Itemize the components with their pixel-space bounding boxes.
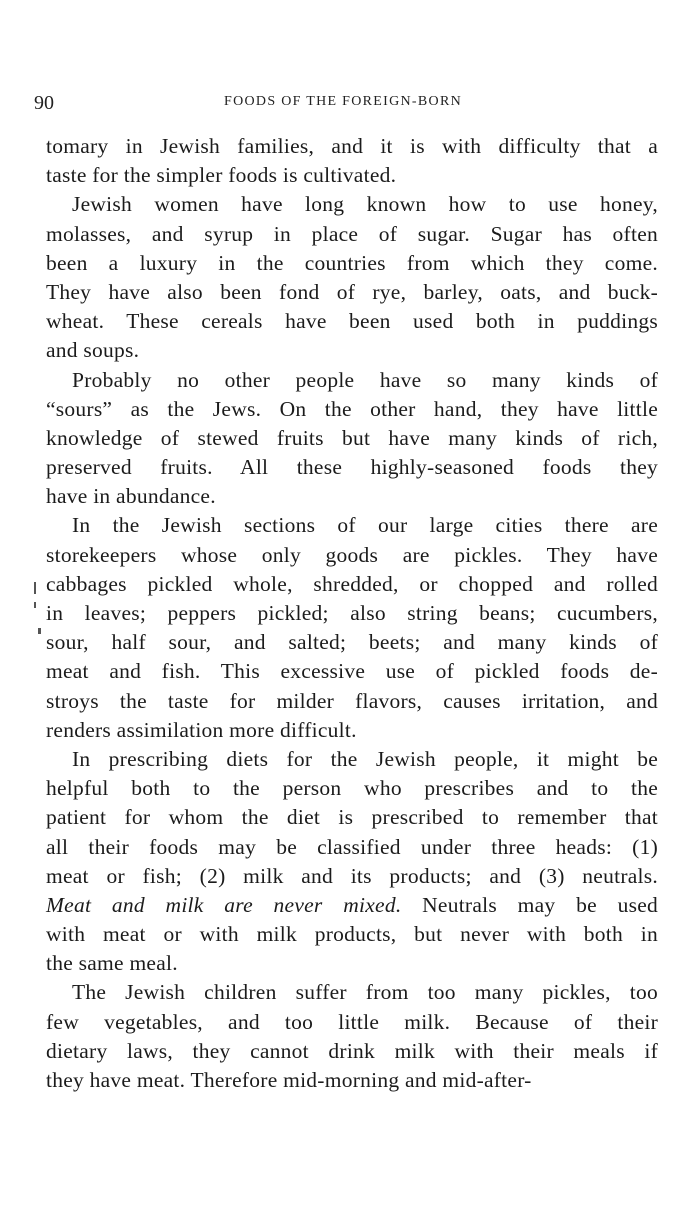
text-line: in leaves; peppers pickled; also string beans; cucumbers, [46, 601, 658, 625]
text-line: they have meat. Therefore mid-morning and mid-after- [46, 1068, 532, 1092]
text-line: The Jewish children suffer from too many pickles, too [72, 980, 658, 1005]
text-line: Probably no other people have so many kinds of [72, 367, 658, 392]
text-line: molasses, and syrup in place of sugar. Sugar has often [46, 221, 658, 246]
text-line: cabbages pickled whole, shredded, or chopped and rolled [46, 571, 658, 596]
text-line: knowledge of stewed fruits but have many kinds of rich, [46, 425, 658, 450]
text-line: the same meal. [46, 951, 178, 976]
text-line: helpful both to the person who prescribes and to the [46, 776, 658, 801]
margin-mark [34, 602, 36, 608]
text-line: tomary in Jewish families, and it is with difficulty that a [46, 134, 658, 158]
text-line: “sours” as the Jews. On the other hand, they have little [46, 396, 658, 421]
text-line: taste for the simpler foods is cultivated. [46, 163, 397, 188]
body-text [46, 132, 658, 1095]
text-line: sour, half sour, and salted; beets; and many kinds of [46, 630, 658, 655]
text-line: have in abundance. [46, 484, 216, 509]
text-line: storekeepers whose only goods are pickles. They have [46, 542, 658, 567]
page-header [30, 92, 656, 114]
margin-mark [34, 582, 36, 594]
text-line: patient for whom the diet is prescribed to remember that [46, 805, 658, 830]
text-line: meat or fish; (2) milk and its products; and (3) neutrals. [46, 863, 658, 888]
emphasis-text: Meat and milk are never mixed. [46, 892, 402, 917]
text-line [46, 891, 658, 920]
text-line: renders assimilation more difficult. [46, 717, 357, 742]
running-head: FOODS OF THE FOREIGN-BORN [224, 94, 462, 109]
paragraph [46, 745, 658, 979]
text-line: In prescribing diets for the Jewish people, it might be [72, 746, 658, 771]
text-line: been a luxury in the countries from which they come. [46, 250, 658, 275]
margin-mark [38, 628, 41, 634]
text-line: Jewish women have long known how to use honey, [72, 192, 658, 217]
paragraph [46, 978, 658, 1095]
paragraph [46, 511, 658, 745]
paragraph [46, 366, 658, 512]
paragraph [46, 132, 658, 190]
line-text: Neutrals may be used [401, 892, 659, 917]
text-line: wheat. These cereals have been used both in puddings [46, 309, 658, 334]
text-line: stroys the taste for milder flavors, causes irritation, and [46, 688, 658, 713]
text-line: all their foods may be classified under three heads: (1) [46, 834, 658, 859]
text-line: with meat or with milk products, but never with both in [46, 922, 658, 947]
text-line: meat and fish. This excessive use of pickled foods de- [46, 659, 658, 684]
text-line: dietary laws, they cannot drink milk with their meals if [46, 1038, 658, 1063]
text-line: In the Jewish sections of our large cities there are [72, 513, 658, 538]
paragraph [46, 190, 658, 365]
page-number: 90 [34, 92, 54, 114]
text-line: They have also been fond of rye, barley, oats, and buck- [46, 279, 658, 304]
text-line: and soups. [46, 338, 140, 363]
text-line: preserved fruits. All these highly-seasoned foods they [46, 455, 658, 480]
text-line: few vegetables, and too little milk. Because of their [46, 1009, 658, 1034]
